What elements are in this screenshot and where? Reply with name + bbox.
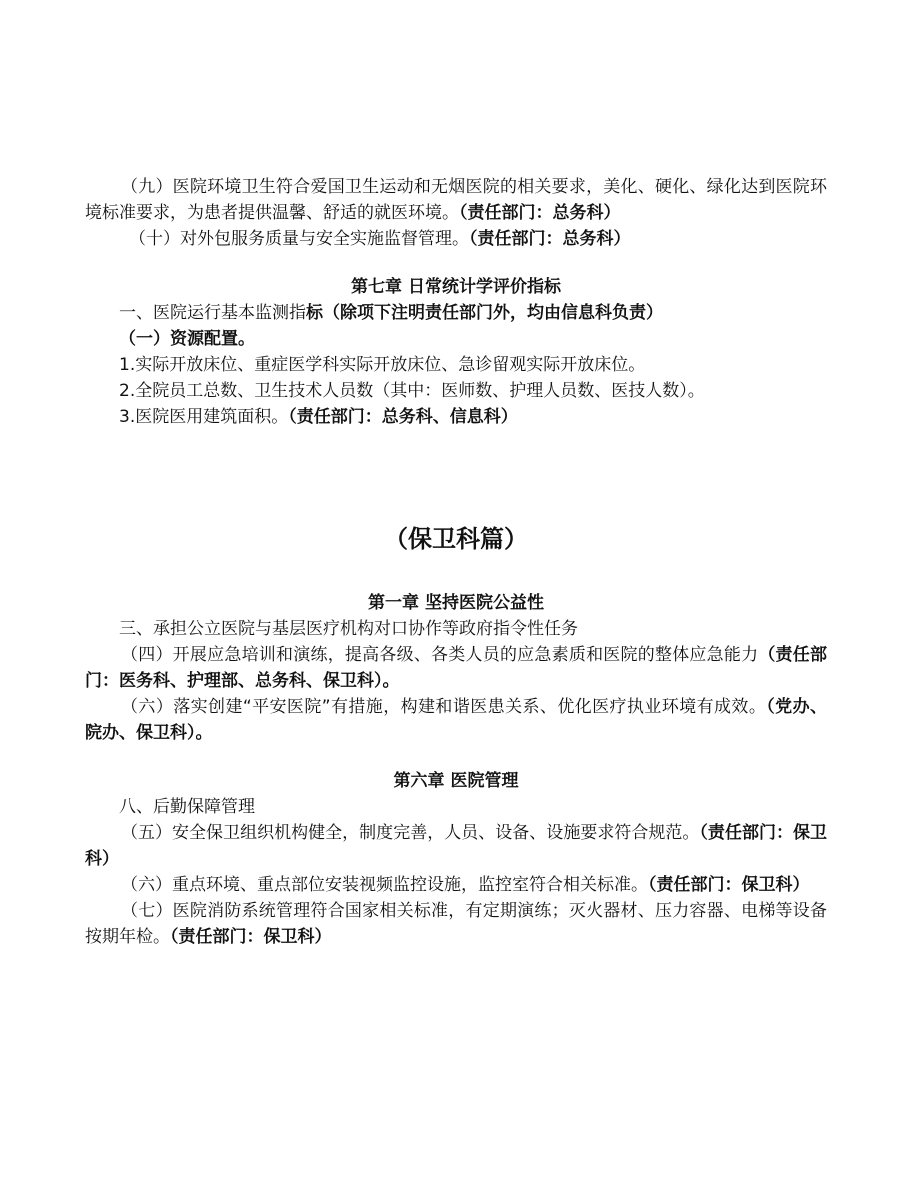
chapter-1-line-3	[85, 694, 827, 746]
line-text: （五）安全保卫组织机构健全，制度完善，人员、设备、设施要求符合规范。	[121, 823, 700, 843]
chapter-6-line-1: 八、后勤保障管理	[119, 797, 255, 817]
chapter-7-line-1	[85, 300, 827, 326]
line-note: 标（除项下注明责任部门外，均由信息科负责）	[306, 303, 663, 323]
line-text: 一、医院运行基本监测指	[119, 303, 306, 323]
responsible-dept: （责任部门：总务科）	[469, 229, 631, 249]
responsible-dept: （责任部门：保卫科）	[85, 823, 828, 869]
chapter-7-line-4: 2.全院员工总数、卫生技术人员数（其中：医师数、护理人员数、医技人数）。	[119, 381, 705, 401]
paragraph-text: （九）医院环境卫生符合爱国卫生运动和无烟医院的相关要求，美化、硬化、绿化达到医院环境标准要求，为患者提供温馨、舒适的就医环境。	[85, 177, 827, 223]
chapter-6-line-4	[85, 898, 827, 950]
chapter-7-title: 第七章 日常统计学评价指标	[351, 277, 561, 297]
responsible-dept: （党办、院办、保卫科）。	[85, 697, 828, 743]
responsible-dept: （责任部门：总务科）	[459, 203, 621, 223]
chapter-6-line-3	[85, 872, 827, 898]
chapter-7-line-5	[85, 404, 827, 430]
paragraph-item-10	[85, 226, 827, 252]
section-title: （保卫科篇）	[384, 525, 528, 553]
responsible-dept: （责任部门：医务科、护理部、总务科、保卫科）。	[85, 645, 828, 691]
responsible-dept: （责任部门：保卫科）	[170, 927, 332, 947]
chapter-1-line-2	[85, 642, 827, 694]
chapter-1-title: 第一章 坚持医院公益性	[368, 593, 544, 613]
line-text: 3.医院医用建筑面积。	[119, 407, 289, 427]
chapter-1-line-1: 三、承担公立医院与基层医疗机构对口协作等政府指令性任务	[119, 619, 578, 639]
chapter-6-line-2	[85, 820, 827, 872]
chapter-6-title: 第六章 医院管理	[393, 771, 519, 791]
chapter-7-line-3: 1.实际开放床位、重症医学科实际开放床位、急诊留观实际开放床位。	[119, 355, 646, 375]
line-text: （六）落实创建“平安医院”有措施，构建和谐医患关系、优化医疗执业环境有成效。	[121, 697, 767, 717]
paragraph-text: （十）对外包服务质量与安全实施监督管理。	[129, 229, 469, 249]
responsible-dept: （责任部门：总务科、信息科）	[288, 407, 518, 427]
document-body	[85, 174, 827, 950]
line-text: （四）开展应急培训和演练，提高各级、各类人员的应急素质和医院的整体应急能力	[121, 645, 759, 665]
paragraph-item-9	[85, 174, 827, 226]
line-text: （六）重点环境、重点部位安装视频监控设施，监控室符合相关标准。	[121, 875, 648, 895]
chapter-7-line-2: （一）资源配置。	[119, 329, 255, 349]
responsible-dept: （责任部门：保卫科）	[648, 875, 810, 895]
line-text: （七）医院消防系统管理符合国家相关标准，有定期演练；灭火器材、压力容器、电梯等设备按期年检。	[85, 901, 827, 947]
